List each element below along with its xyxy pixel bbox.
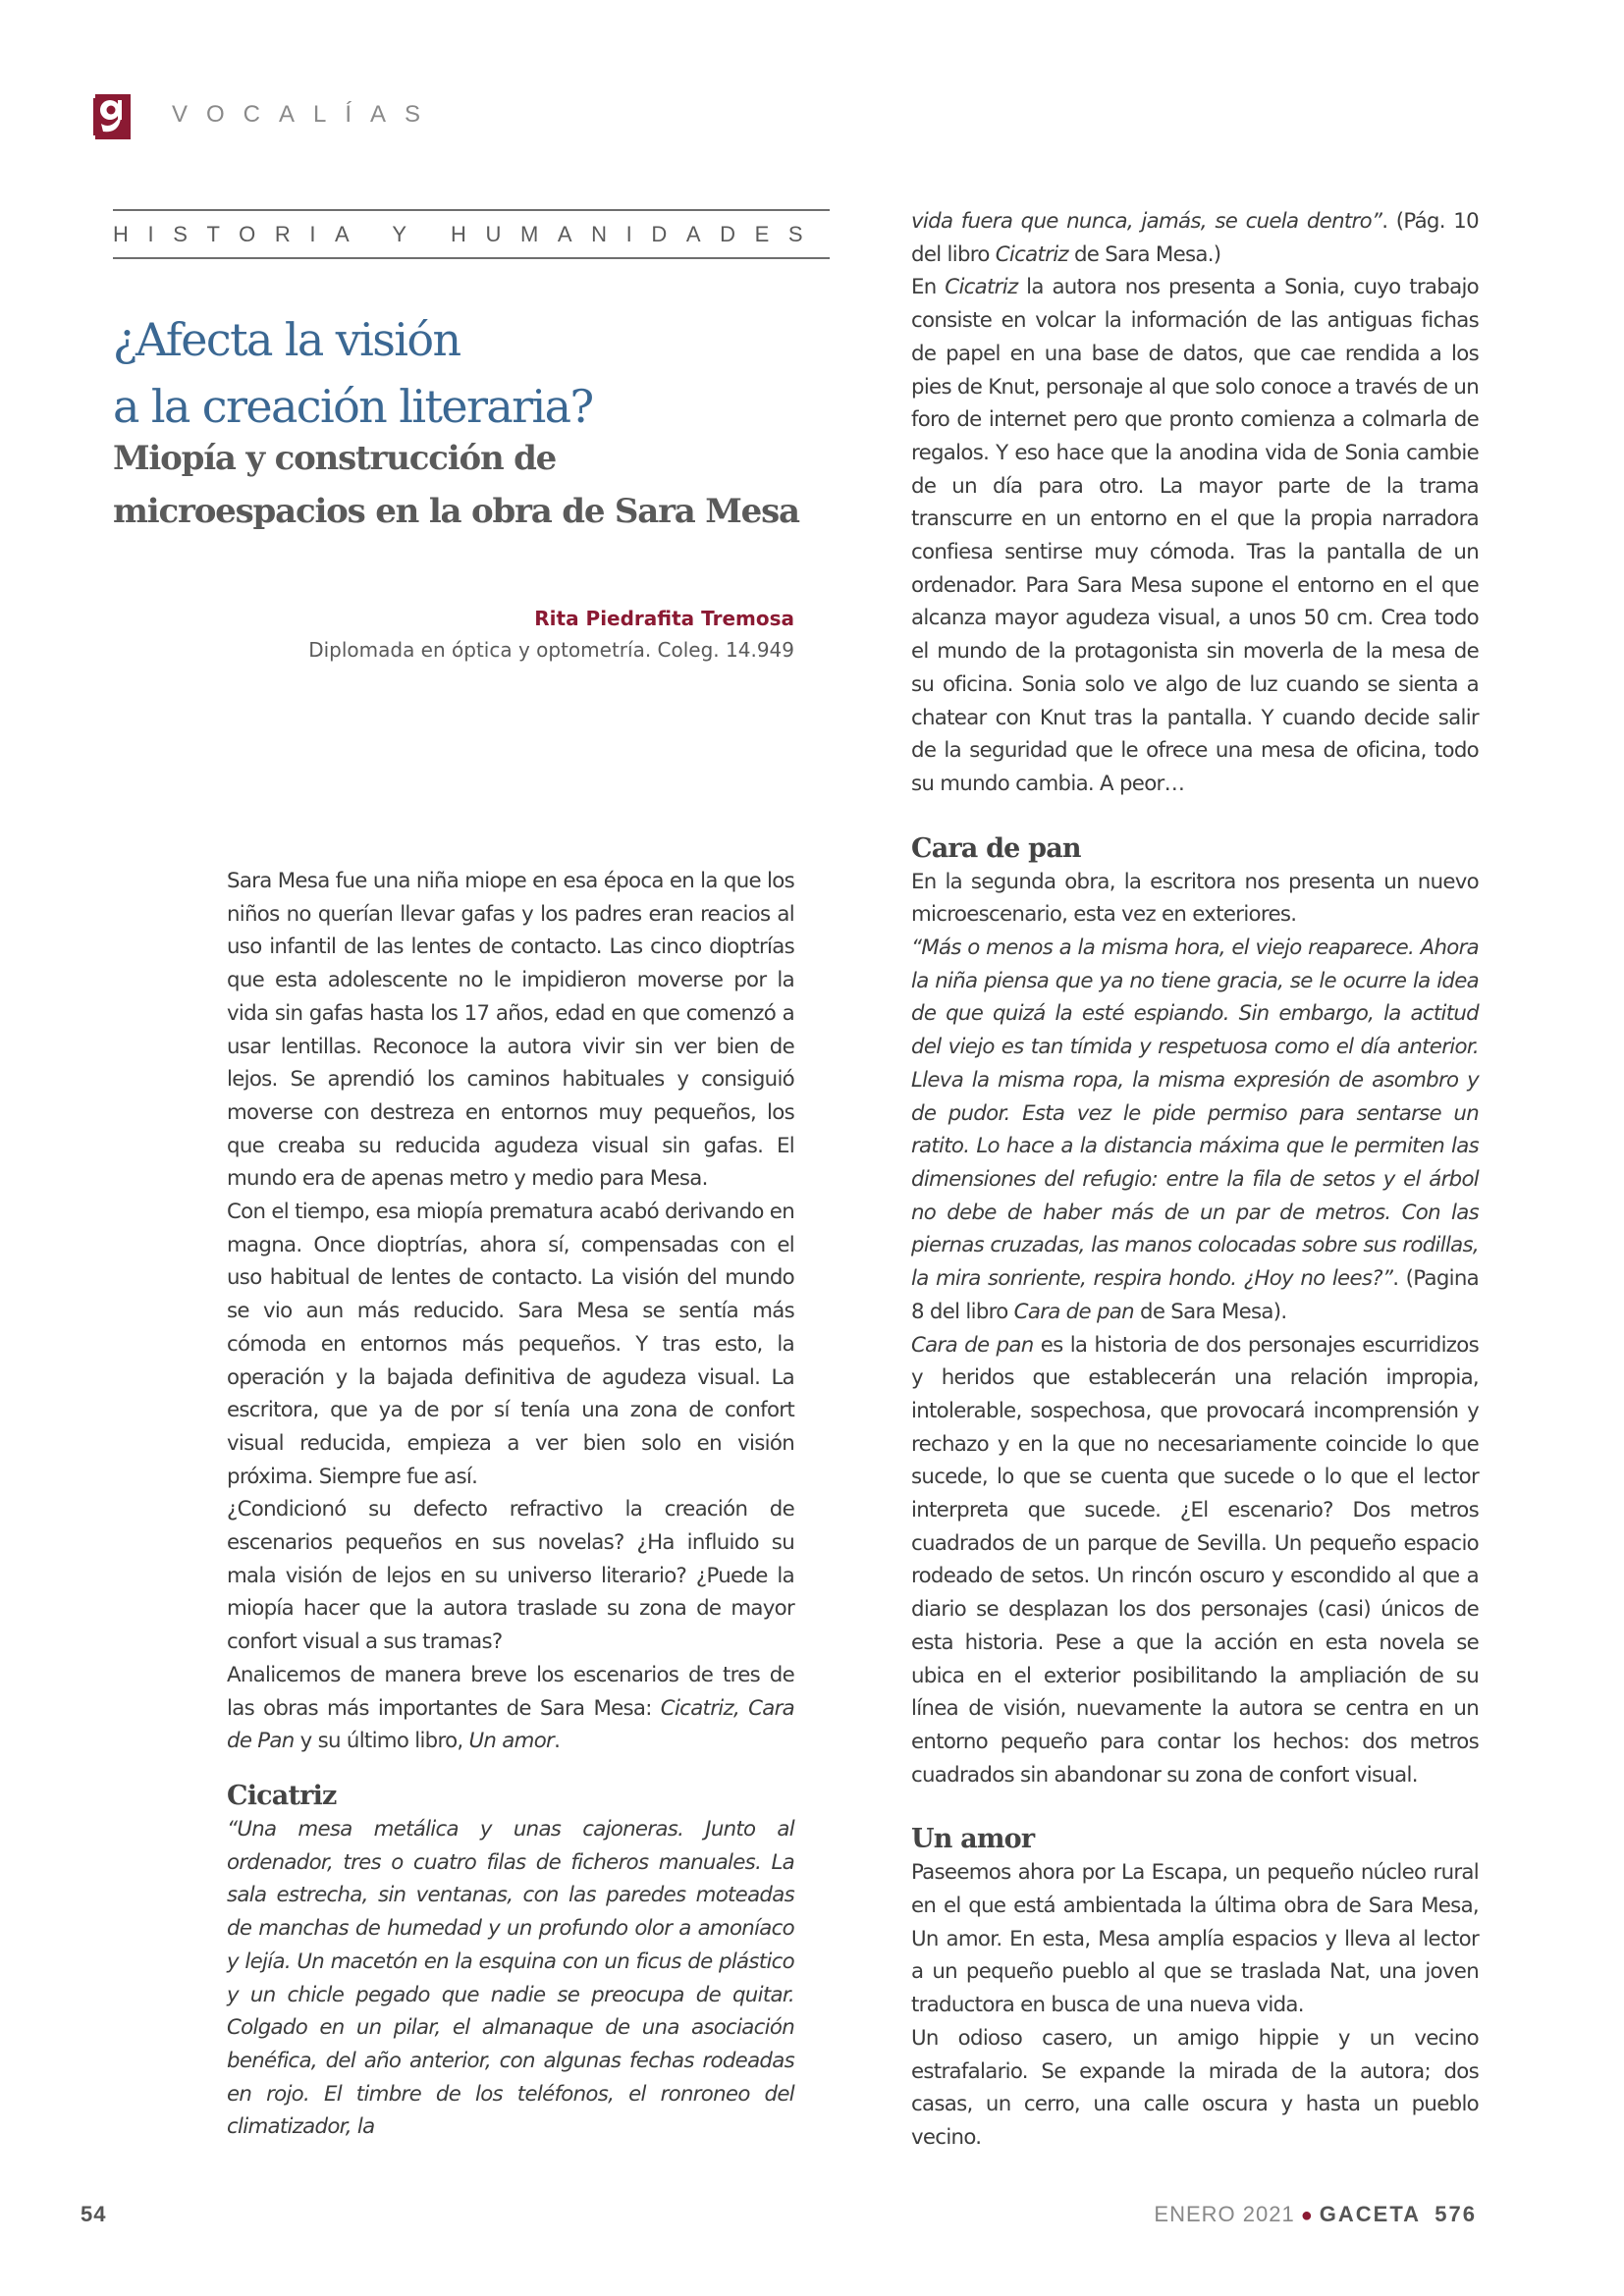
publication-info [1154, 2202, 1477, 2227]
quote-cicatriz: “Una mesa metálica y unas cajoneras. Junto al ordenador, tres o cuatro filas de ficheros manuales. La sala estrecha, sin ventanas, con las paredes moteadas de manchas de humedad y un profundo olor a amoníaco y lejía. Un macetón en la esquina con un ficus de plástico y un chicle pegado que nadie se preocupa de quitar. Colgado en un pilar, el almanaque de una asociación benéfica, del año anterior, con algunas fechas rodeadas en rojo. El timbre de los teléfonos, el ronroneo del climatizador, la [227, 1816, 794, 2140]
author-credential: Diplomada en óptica y optometría. Coleg. 14.949 [308, 638, 794, 662]
publication-name: GACETA [1319, 2202, 1422, 2226]
article-subtitle-line-2: microespacios en la obra de Sara Mesa [113, 492, 799, 531]
quote-cicatriz-continued: vida fuera que nunca, jamás, se cuela dentro”. (Pág. 10 del libro Cicatriz de Sara Mesa.) [911, 209, 1479, 267]
paragraph-sonia: En Cicatriz la autora nos presenta a Sonia, cuyo trabajo consiste en volcar la información de las antiguas fichas de papel en una base de datos, que cae rendida a los pies de Knut, personaje al que solo conoce a través de un foro de internet pero que pronto comienza a colmarla de regalos. Y eso hace que la anodina vida de Sonia cambie de un día para otro. La mayor parte de la trama transcurre en un entorno en el que la propia narradora confiesa sentirse muy cómoda. Tras la pantalla de un ordenador. Para Sara Mesa supone el entorno en el que alcanza mayor agudeza visual, a unos 50 cm. Crea todo el mundo de la protagonista sin moverla de la mesa de su oficina. Sonia solo ve algo de luz cuando se sienta a chatear con Knut tras la pantalla. Y cuando decide salir de la seguridad que le ofrece una mesa de oficina, todo su mundo cambia. A peor… [911, 275, 1479, 796]
paragraph-questions: ¿Condicionó su defecto refractivo la creación de escenarios pequeños en sus novelas? ¿Ha influido su mala visión de lejos en su universo literario? ¿Puede la miopía hacer que la autora traslade su zona de mayor confort visual a sus tramas? [227, 1497, 794, 1655]
paragraph-analysis-intro: Analicemos de manera breve los escenarios de tres de las obras más importantes de Sara Mesa: Cicatriz, Cara de Pan y su último libro, Un amor. [227, 1662, 794, 1754]
issue-number: 576 [1435, 2202, 1477, 2226]
paragraph-un-amor-2: Un odioso casero, un amigo hippie y un vecino estrafalario. Se expande la mirada de la autora; dos casas, un cerro, una calle oscura y hasta un pueblo vecino. [911, 2025, 1479, 2150]
left-column [227, 865, 794, 2144]
paragraph-cara-de-pan-intro: En la segunda obra, la escritora nos presenta un nuevo microescenario, esta vez en exteriores. [911, 869, 1479, 928]
article-title [113, 306, 839, 440]
bullet-dot-icon: ● [1300, 2205, 1314, 2226]
byline [308, 603, 794, 666]
article-title-line-2: a la creación literaria? [113, 380, 593, 433]
paragraph-intro: Sara Mesa fue una niña miope en esa época en la que los niños no querían llevar gafas y los padres eran reacios al uso infantil de las lentes de contacto. Las cinco dioptrías que esta adolescente no le impidieron moverse por la vida sin gafas hasta los 17 años, edad en que comenzó a usar lentillas. Reconoce la autora vivir sin ver bien de lejos. Se aprendió los caminos habituales y consiguió moverse con destreza en entornos muy pequeños, los que creaba su reducida agudeza visual sin gafas. El mundo era de apenas metro y medio para Mesa. [227, 869, 794, 1192]
quote-cara-de-pan: “Más o menos a la misma hora, el viejo reaparece. Ahora la niña piensa que ya no tiene gracia, se le ocurre la idea de que quizá la esté espiando. Sin embargo, la actitud del viejo es tan tímida y respetuosa como el día anterior. Lleva la misma ropa, la misma expresión de asombro y de pudor. Esta vez le pide permiso para sentarse un ratito. Lo hace a la distancia máxima que le permiten las dimensiones del refugio: entre la fila de setos y el árbol no debe de haber más de un par de metros. Con las piernas cruzadas, las manos colocadas sobre sus rodillas, la mira sonriente, respira hondo. ¿Hoy no lees?”. (Pagina 8 del libro Cara de pan de Sara Mesa). [911, 935, 1479, 1324]
paragraph-myopia-progression: Con el tiempo, esa miopía prematura acabó derivando en magna. Once dioptrías, ahora sí, compensadas con el uso habitual de lentes de contacto. La visión del mundo se vio aun más reducido. Sara Mesa se sentía más cómoda en entornos más pequeños. Y tras esto, la operación y la bajada definitiva de agudeza visual. La escritora, que ya de por sí tenía una zona de confort visual reducida, empieza a ver bien solo en visión próxima. Siempre fue así. [227, 1200, 794, 1489]
subheading-un-amor: Un amor [911, 1824, 1035, 1855]
subheading-cara-de-pan: Cara de pan [911, 832, 1081, 864]
book-title-cicatriz: Cicatriz, [660, 1695, 740, 1721]
article-subtitle [113, 432, 839, 538]
book-title-cara-de-pan: Cara de Pan [227, 1695, 794, 1754]
right-column [911, 205, 1479, 2155]
paragraph-un-amor-1: Paseemos ahora por La Escapa, un pequeño núcleo rural en el que está ambientada la última obra de Sara Mesa, Un amor. En esta, Mesa amplía espacios y lleva al lector a un pequeño pueblo al que se traslada Nat, una joven traductora en busca de una nueva vida. [911, 1860, 1479, 2018]
page-number: 54 [81, 2202, 107, 2226]
article-title-line-1: ¿Afecta la visión [113, 313, 460, 366]
article-subtitle-line-1: Miopía y construcción de [113, 439, 557, 478]
section-heading [113, 209, 830, 259]
section-label: VOCALÍAS [172, 101, 440, 128]
book-title-un-amor: Un amor [468, 1729, 555, 1754]
subheading-cicatriz: Cicatriz [227, 1780, 337, 1811]
author-name: Rita Piedrafita Tremosa [534, 607, 794, 630]
section-title: HISTORIA Y HUMANIDADES [113, 222, 823, 246]
issue-date: ENERO 2021 [1154, 2202, 1295, 2226]
section-rule-bottom [113, 257, 830, 259]
paragraph-cara-de-pan-analysis: Cara de pan es la historia de dos personajes escurridizos y heridos que establecerán una relación impropia, intolerable, sospechosa, que provocará incomprensión y rechazo y en la que no necesariamente coincide lo que sucede, lo que se cuenta que sucede o lo que el lector interpreta que sucede. ¿El escenario? Dos metros cuadrados de un parque de Sevilla. Un pequeño espacio rodeado de setos. Un rincón oscuro y escondido al que a diario se desplazan los dos personajes (casi) únicos de esta historia. Pese a que la acción en esta novela se ubica en el exterior posibilitando la ampliación de su línea de visión, nuevamente la autora se centra en un entorno pequeño para contar los hechos: dos metros cuadrados sin abandonar su zona de confort visual. [911, 1332, 1479, 1788]
gaceta-g-logo-icon [89, 94, 131, 139]
